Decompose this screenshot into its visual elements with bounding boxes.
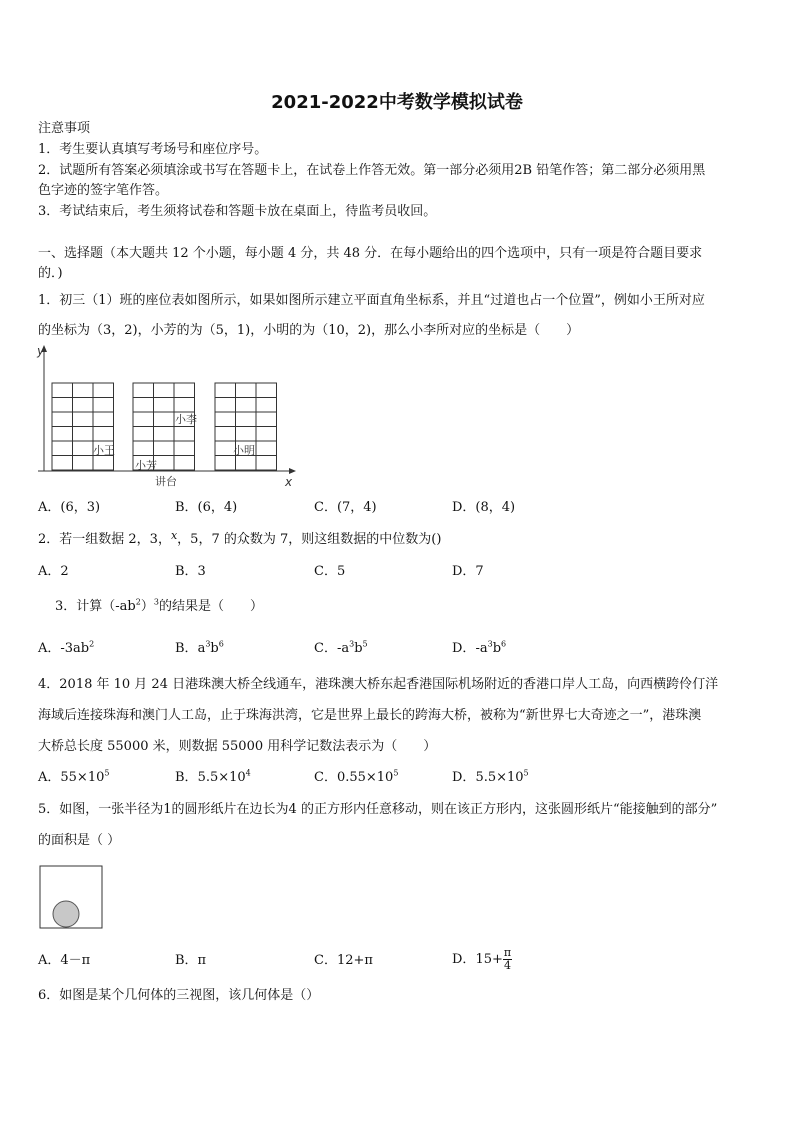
q4-option-b: B．$5.5\times 10^4$ (175, 768, 251, 785)
question-4-text-cont: 海域后连接珠海和澳门人工岛，止于珠海洪湾，它是世界上最长的跨海大桥，被称为“新世界七大奇迹之一”，港珠澳 (38, 708, 702, 723)
question-2-text: 2．若一组数据 2，3，$^x$，5，7 的众数为 7，则这组数据的中位数为() (38, 529, 442, 547)
seat-cell (236, 398, 257, 413)
seat-cell (52, 412, 73, 427)
seat-cell (73, 412, 94, 427)
seat-cell (73, 441, 94, 456)
x-axis-label: x (285, 475, 293, 489)
q1-option-d: D．(8，4) (452, 500, 516, 515)
seat-cell (174, 456, 195, 471)
q3-option-a: A．$-3ab^2$ (38, 639, 95, 656)
seat-cell (73, 398, 94, 413)
fraction: $\frac{\pi}{4}$ (503, 946, 512, 972)
q4-option-d: D．$5.5\times 10^5$ (452, 768, 529, 785)
seat-cell (93, 398, 114, 413)
notice-item: 1．考生要认真填写考场号和座位序号。 (38, 142, 268, 157)
section-heading-cont: 的．) (38, 266, 63, 281)
q2-option-b: B．3 (175, 564, 206, 579)
seat-cell (93, 412, 114, 427)
circle-shape (53, 901, 79, 927)
seat-cell (133, 427, 154, 442)
seat-cell (52, 383, 73, 398)
label-xiaoming: 小明 (233, 444, 255, 457)
seat-cell (154, 412, 175, 427)
notice-item: 3．考试结束后，考生须将试卷和答题卡放在桌面上，待监考员收回。 (38, 204, 437, 219)
seat-cell (154, 383, 175, 398)
label-xiaowang: 小王 (93, 444, 115, 457)
seat-cell (215, 456, 236, 471)
notice-heading: 注意事项 (38, 121, 91, 136)
q5-option-c: C．12+π (314, 953, 373, 968)
q5-option-a: A．4－π (38, 953, 91, 968)
seat-cell (174, 427, 195, 442)
section-heading: 一、选择题（本大题共 12 个小题，每小题 4 分，共 48 分．在每小题给出的四个选项中，只有一项是符合题目要求 (38, 246, 703, 261)
label-podium: 讲台 (155, 475, 177, 488)
seat-cell (52, 441, 73, 456)
square-circle-figure (38, 864, 104, 930)
q5-option-b: B．π (175, 953, 207, 968)
q3-option-b: B．$a^3b^6$ (175, 639, 224, 656)
seat-cell (154, 441, 175, 456)
seat-cell (133, 441, 154, 456)
seat-cell (154, 427, 175, 442)
seat-cell (236, 427, 257, 442)
seat-cell (256, 383, 277, 398)
seat-cell (256, 412, 277, 427)
seat-cell (93, 456, 114, 471)
label-xiaofang: 小芳 (135, 459, 157, 472)
seat-cell (256, 456, 277, 471)
seat-cell (93, 427, 114, 442)
notice-item: 2．试题所有答案必须填涂或书写在答题卡上，在试卷上作答无效。第一部分必须用2B 铅笔作答；第二部分必须用黑 (38, 163, 706, 178)
q1-option-c: C．(7，4) (314, 500, 377, 515)
label-xiaoli: 小李 (175, 413, 197, 426)
question-4-text: 4．2018 年 10 月 24 日港珠澳大桥全线通车，港珠澳大桥东起香港国际机场附近的香港口岸人工岛，向西横跨伶仃洋 (38, 677, 719, 692)
q4-option-a: A．$55\times 10^5$ (38, 768, 110, 785)
seat-cell (52, 398, 73, 413)
seat-cell (174, 441, 195, 456)
question-5-text: 5．如图，一张半径为1的圆形纸片在边长为4 的正方形内任意移动，则在该正方形内，这张圆形纸片“能接触到的部分” (38, 802, 718, 817)
seat-cell (256, 441, 277, 456)
q5-option-d: D．15+ $\frac{\pi}{4}$ (452, 946, 512, 972)
seat-cell (73, 456, 94, 471)
seat-cell (215, 398, 236, 413)
seat-cell (215, 427, 236, 442)
seat-cell (52, 456, 73, 471)
page-title: 2021-2022中考数学模拟试卷 (271, 92, 523, 113)
q2-option-c: C．5 (314, 564, 346, 579)
seat-cell (236, 456, 257, 471)
seating-chart-figure (30, 343, 300, 491)
question-6-text: 6．如图是某个几何体的三视图，该几何体是（） (38, 988, 320, 1003)
question-3-text: 3．计算$(-ab^2)^3$的结果是（ ） (55, 597, 263, 614)
seat-cell (73, 427, 94, 442)
seat-cell (133, 398, 154, 413)
seat-cell (174, 398, 195, 413)
seat-cell (133, 383, 154, 398)
y-axis-label: y (37, 344, 45, 358)
seat-cell (215, 383, 236, 398)
q2-option-d: D．7 (452, 564, 484, 579)
question-1-text: 1．初三（1）班的座位表如图所示，如果如图所示建立平面直角坐标系，并且“过道也占一个位置”，例如小王所对应 (38, 293, 705, 308)
seat-cell (52, 427, 73, 442)
q3-option-d: D．$-a^3b^6$ (452, 639, 507, 656)
q4-option-c: C．$0.55\times 10^5$ (314, 768, 399, 785)
seat-cell (256, 427, 277, 442)
question-5-text-cont: 的面积是（ ） (38, 833, 121, 848)
q1-option-b: B．(6，4) (175, 500, 238, 515)
seat-cell (133, 412, 154, 427)
q2-option-a: A．2 (38, 564, 69, 579)
seat-cell (154, 398, 175, 413)
seat-cell (174, 383, 195, 398)
q3-option-c: C．$-a^3b^5$ (314, 639, 368, 656)
seat-cell (236, 383, 257, 398)
seat-cell (236, 412, 257, 427)
question-1-text-cont: 的坐标为（3，2)，小芳的为（5，1)，小明的为（10，2)，那么小李所对应的坐标是（ ） (38, 323, 580, 338)
seat-cell (256, 398, 277, 413)
seat-cell (93, 383, 114, 398)
q1-option-a: A．(6，3) (38, 500, 101, 515)
question-4-text-cont: 大桥总长度 55000 米，则数据 55000 用科学记数法表示为（ ） (38, 739, 437, 754)
seat-cell (73, 383, 94, 398)
seat-cell (215, 412, 236, 427)
notice-item: 色字迹的签字笔作答。 (38, 183, 169, 198)
